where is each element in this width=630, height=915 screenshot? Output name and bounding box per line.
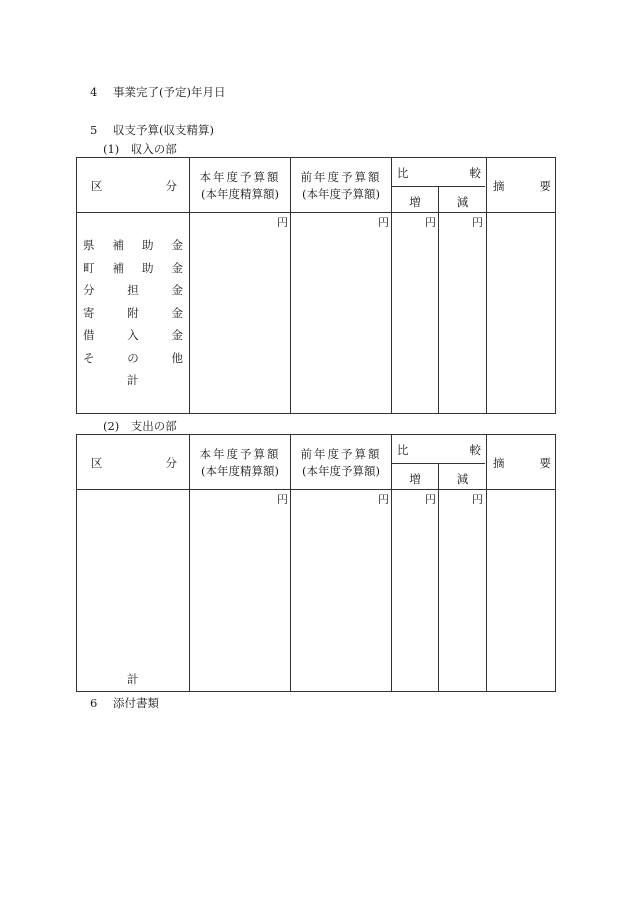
expense-header-current-year: 本年度予算額 bbox=[199, 447, 281, 461]
section-4-heading bbox=[90, 84, 225, 100]
section-5-heading bbox=[90, 122, 214, 138]
income-unit-prev: 円 bbox=[378, 216, 389, 229]
expense-header-remarks: 摘 要 bbox=[493, 456, 551, 470]
income-row-contribution: 分 担 金 bbox=[83, 283, 183, 297]
expense-row-total: 計 bbox=[127, 672, 139, 686]
income-label: (1) 収入の部 bbox=[103, 142, 177, 156]
income-row-loan: 借 入 金 bbox=[83, 328, 183, 342]
section-6-title: 添付書類 bbox=[112, 696, 159, 710]
section-4-title: 事業完了(予定)年月日 bbox=[112, 85, 226, 99]
section-4-number: 4 bbox=[90, 85, 98, 99]
expense-unit-current: 円 bbox=[277, 493, 288, 506]
income-row-other: そ の 他 bbox=[83, 351, 183, 365]
income-table bbox=[76, 157, 556, 414]
income-header-category: 区 分 bbox=[91, 179, 177, 193]
expense-header-prev-year-sub: (本年度予算額) bbox=[302, 464, 380, 478]
section-6-number: 6 bbox=[90, 696, 98, 710]
income-row-town-subsidy: 町 補 助 金 bbox=[83, 261, 183, 275]
expense-header-increase: 増 bbox=[409, 472, 421, 486]
income-row-pref-subsidy: 県 補 助 金 bbox=[83, 238, 183, 252]
income-header-remarks: 摘 要 bbox=[493, 179, 551, 193]
expense-header-category: 区 分 bbox=[91, 456, 177, 470]
expense-header-compare: 比 較 bbox=[397, 443, 481, 457]
section-5-title: 収支予算(収支精算) bbox=[112, 123, 214, 137]
expense-label: (2) 支出の部 bbox=[103, 419, 177, 433]
income-header-prev-year: 前年度予算額 bbox=[300, 170, 382, 184]
expense-header-decrease: 減 bbox=[456, 472, 469, 486]
section-6-heading bbox=[90, 695, 159, 711]
expense-table bbox=[76, 434, 556, 692]
income-row-total: 計 bbox=[127, 373, 139, 387]
income-header-current-year: 本年度予算額 bbox=[199, 170, 281, 184]
expense-unit-increase: 円 bbox=[425, 493, 436, 506]
income-header-decrease: 減 bbox=[456, 195, 469, 209]
expense-unit-decrease: 円 bbox=[472, 493, 483, 506]
income-header-increase: 増 bbox=[409, 195, 421, 209]
income-unit-increase: 円 bbox=[425, 216, 436, 229]
income-row-donation: 寄 附 金 bbox=[83, 306, 183, 320]
income-unit-current: 円 bbox=[277, 216, 288, 229]
income-header-current-year-sub: (本年度精算額) bbox=[201, 187, 279, 201]
section-5-number: 5 bbox=[90, 123, 98, 137]
expense-header-prev-year: 前年度予算額 bbox=[300, 447, 382, 461]
income-header-prev-year-sub: (本年度予算額) bbox=[302, 187, 380, 201]
income-unit-decrease: 円 bbox=[472, 216, 483, 229]
expense-unit-prev: 円 bbox=[378, 493, 389, 506]
income-header-compare: 比 較 bbox=[397, 166, 481, 180]
expense-header-current-year-sub: (本年度精算額) bbox=[201, 464, 279, 478]
